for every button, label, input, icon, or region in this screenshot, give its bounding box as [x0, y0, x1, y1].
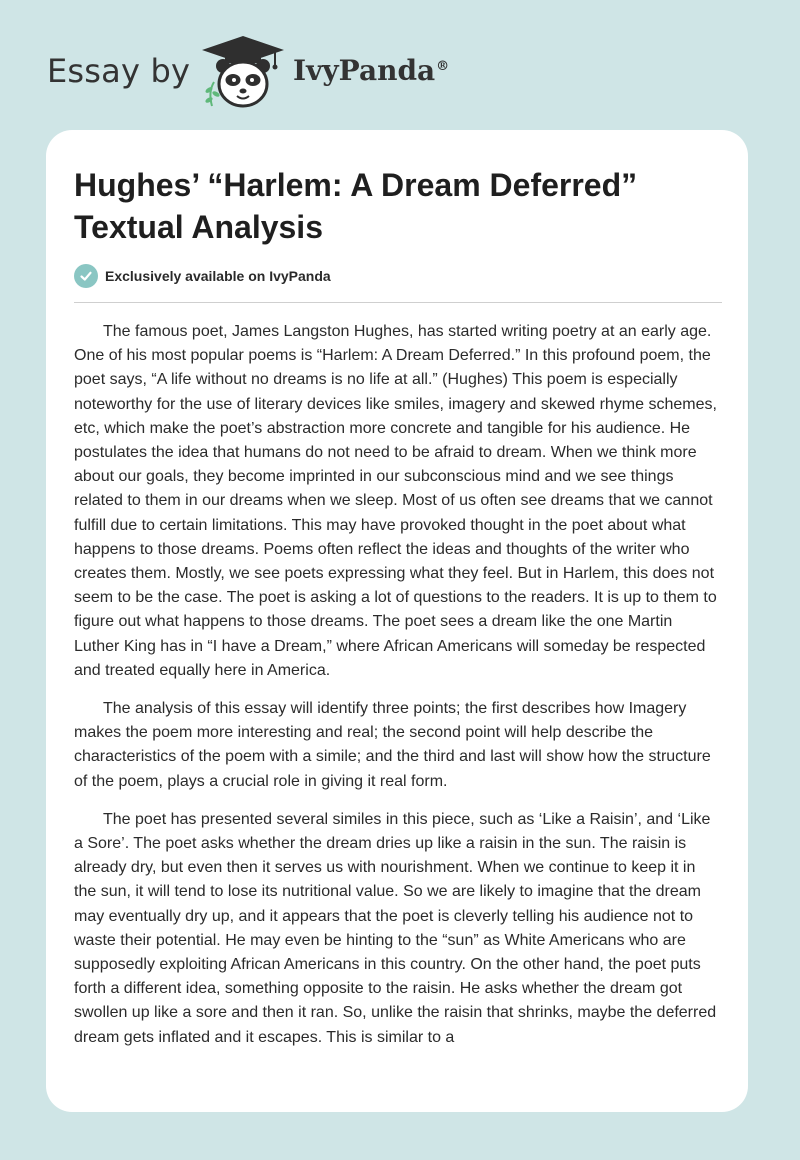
article-card: [46, 130, 748, 1112]
article-title: Hughes’ “Harlem: A Dream Deferred” Textual Analysis: [74, 167, 638, 245]
check-icon: [74, 264, 98, 288]
paragraph: The analysis of this essay will identify three points; the first describes how Imagery makes the poem more interesting and real; the second point will help describe the characteristics of the poem with a simile; and the third and last will show how the structure of the poem, plays a crucial role in giving it real form.: [74, 700, 711, 790]
article-body: [74, 320, 722, 1064]
paragraph: The poet has presented several similes in this piece, such as ‘Like a Raisin’, and ‘Like a Sore’. The poet asks whether the dream dries up like a raisin in the sun. The raisin is already dry, but even then it serves us with nourishment. When we continue to keep it in the sun, it will tend to lose its nutritional value. So we are likely to imagine that the dream may eventually dry up, and it appears that the poet is cleverly telling his audience not to waste their potential. He may even be hinting to the “sun” as White Americans who are supposedly exploiting African Americans in this country. On the other hand, the poet puts forth a different idea, something opposite to the raisin. He asks whether the dream got swollen up like a sore and then it ran. So, unlike the raisin that shrinks, maybe the deferred dream gets inflated and it escapes. This is similar to a: [74, 810, 717, 1046]
site-header: [0, 0, 800, 130]
divider: [74, 302, 722, 303]
brand-prefix: Essay by: [47, 52, 191, 90]
exclusive-badge: [74, 263, 331, 289]
paragraph: The famous poet, James Langston Hughes, has started writing poetry at an early age. One of his most popular poems is “Harlem: A Dream Deferred.” In this profound poem, the poet says, “A life without no dreams is no life at all.” (Hughes) This poem is especially noteworthy for the use of literary devices like smiles, imagery and skewed rhyme schemes, etc, which make the poet’s abstraction more concrete and tangible for his audience. He postulates the idea that humans do not need to be afraid to dream. When we think more about our goals, they become imprinted in our subconscious mind and we see things related to them in our dreams when we sleep. Most of us often see dreams that we cannot fulfill due to certain limitations. This may have provoked thought in the poet about what happens to those dreams. Poems often reflect the ideas and thoughts of the writer who creates them. Mostly, we see poets expressing what they feel. But in Harlem, this does not seem to be the case. The poet is asking a lot of questions to the readers. It is up to them to figure out what happens to those dreams. The poet sees a dream like the one Martin Luther King has in “I have a Dream,” where African Americans will someday be respected and treated equally here in America.: [74, 323, 717, 679]
exclusive-label: Exclusively available on IvyPanda: [105, 268, 331, 284]
panda-graduation-icon[interactable]: [198, 34, 288, 110]
brand-name[interactable]: IvyPanda®: [293, 54, 450, 87]
